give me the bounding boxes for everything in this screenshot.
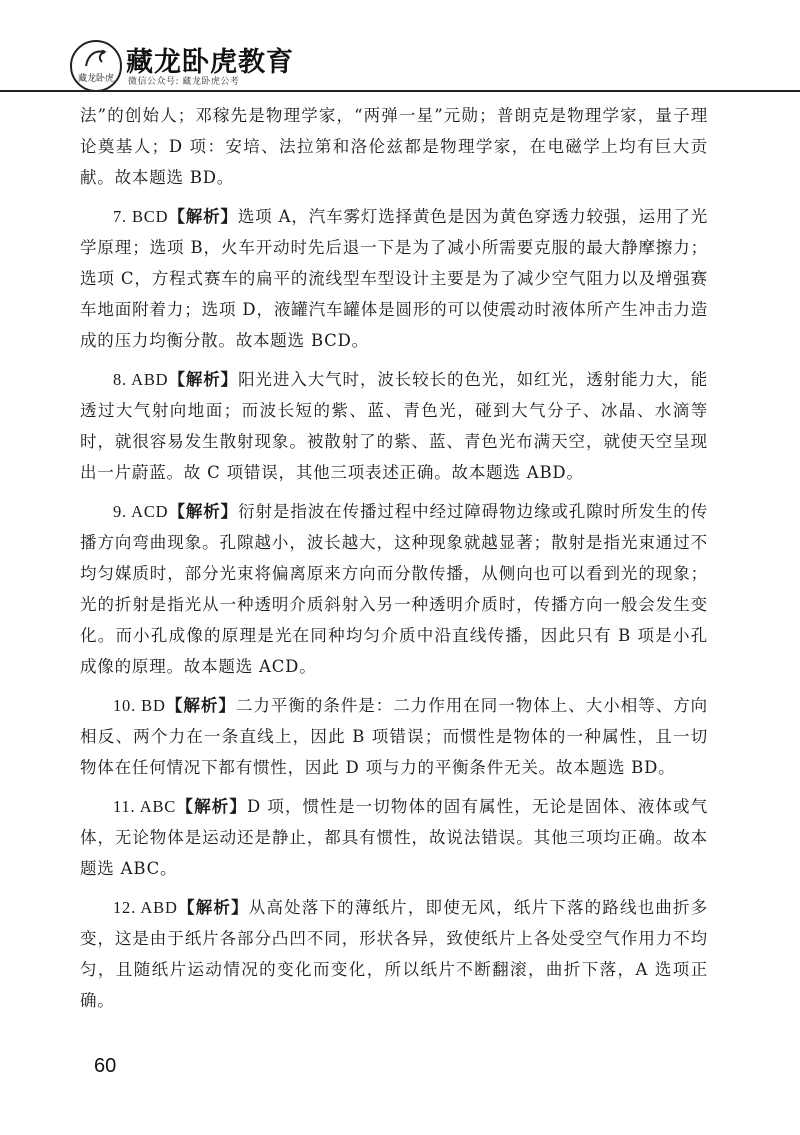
paragraph-text: 衍射是指波在传播过程中经过障碍物边缘或孔隙时所发生的传播方向弯曲现象。孔隙越小，波长越大，这种现象就越显著；散射是指光束通过不均匀媒质时，部分光束将偏离原来方向而分散传播，从侧向也可以看到光的现象；光的折射是指光从一种透明介质斜射入另一种透明介质时，传播方向一般会发生变化。而小孔成像的原理是光在同种均匀介质中沿直线传播，因此只有 B 项是小孔成像的原理。故本题选 ACD。 bbox=[80, 502, 708, 676]
answer-paragraph-12 bbox=[80, 892, 708, 1016]
brand-title: 藏龙卧虎教育 bbox=[126, 47, 294, 78]
page-header bbox=[0, 0, 800, 92]
analysis-tag: 【解析】 bbox=[177, 898, 249, 917]
answer-number: 11. ABC bbox=[113, 797, 177, 816]
paragraph-text: 二力平衡的条件是：二力作用在同一物体上、大小相等、方向相反、两个力在一条直线上，因此 B 项错误；而惯性是物体的一种属性，且一切物体在任何情况下都有惯性，因此 D 项与力的平衡条件无关。故本题选 BD。 bbox=[80, 696, 708, 777]
answer-paragraph-10 bbox=[80, 690, 708, 783]
analysis-tag: 【解析】 bbox=[165, 696, 236, 715]
answer-number: 10. BD bbox=[113, 696, 166, 715]
analysis-tag: 【解析】 bbox=[168, 370, 239, 389]
answer-paragraph-9 bbox=[80, 496, 708, 682]
paragraph-text: 阳光进入大气时，波长较长的色光，如红光，透射能力大，能透过大气射向地面；而波长短的紫、蓝、青色光，碰到大气分子、冰晶、水滴等时，就很容易发生散射现象。被散射了的紫、蓝、青色光布满天空，就使天空呈现出一片蔚蓝。故 C 项错误，其他三项表述正确。故本题选 ABD。 bbox=[80, 370, 708, 482]
logo-text: 藏龙卧虎 bbox=[77, 74, 114, 84]
paragraph-text: 法”的创始人；邓稼先是物理学家，“两弹一星”元勋；普朗克是物理学家，量子理论奠基人；D 项：安培、法拉第和洛伦兹都是物理学家，在电磁学上均有巨大贡献。故本题选 BD。 bbox=[80, 106, 708, 187]
answer-number: 12. ABD bbox=[113, 898, 178, 917]
paragraph-text: 选项 A，汽车雾灯选择黄色是因为黄色穿透力较强，运用了光学原理；选项 B，火车开动时先后退一下是为了减小所需要克服的最大静摩擦力；选项 C，方程式赛车的扁平的流线型车型设计主要是为了减少空气阻力以及增强赛车地面附着力；选项 D，液罐汽车罐体是圆形的可以使震动时液体所产生冲击力造成的压力均衡分散。故本题选 BCD。 bbox=[80, 207, 709, 350]
analysis-tag: 【解析】 bbox=[168, 502, 239, 521]
answer-paragraph-11 bbox=[80, 791, 708, 884]
paragraph-text: D 项，惯性是一切物体的固有属性，无论是固体、液体或气体，无论物体是运动还是静止，都具有惯性，故说法错误。其他三项均正确。故本题选 ABC。 bbox=[80, 797, 708, 878]
dragon-tiger-logo-icon bbox=[82, 46, 110, 70]
paragraph-text: 从高处落下的薄纸片，即使无风，纸片下落的路线也曲折多变，这是由于纸片各部分凸凹不同，形状各异，致使纸片上各处受空气作用力不均匀，且随纸片运动情况的变化而变化，所以纸片不断翻滚，曲折下落，A 选项正确。 bbox=[80, 898, 708, 1010]
header-divider bbox=[0, 90, 800, 92]
analysis-tag: 【解析】 bbox=[168, 207, 238, 226]
answer-number: 8. ABD bbox=[113, 370, 169, 389]
answer-paragraph-8 bbox=[80, 364, 708, 488]
paragraph-continuation bbox=[80, 100, 708, 193]
answer-number: 9. ACD bbox=[113, 502, 169, 521]
answer-number: 7. BCD bbox=[113, 207, 169, 226]
answer-paragraph-7 bbox=[80, 201, 708, 356]
page-number: 60 bbox=[94, 1055, 117, 1077]
document-body bbox=[80, 100, 708, 1024]
analysis-tag: 【解析】 bbox=[176, 797, 247, 816]
brand-subtitle: 微信公众号: 藏龙卧虎公考 bbox=[128, 77, 240, 87]
brand-logo bbox=[70, 40, 122, 92]
